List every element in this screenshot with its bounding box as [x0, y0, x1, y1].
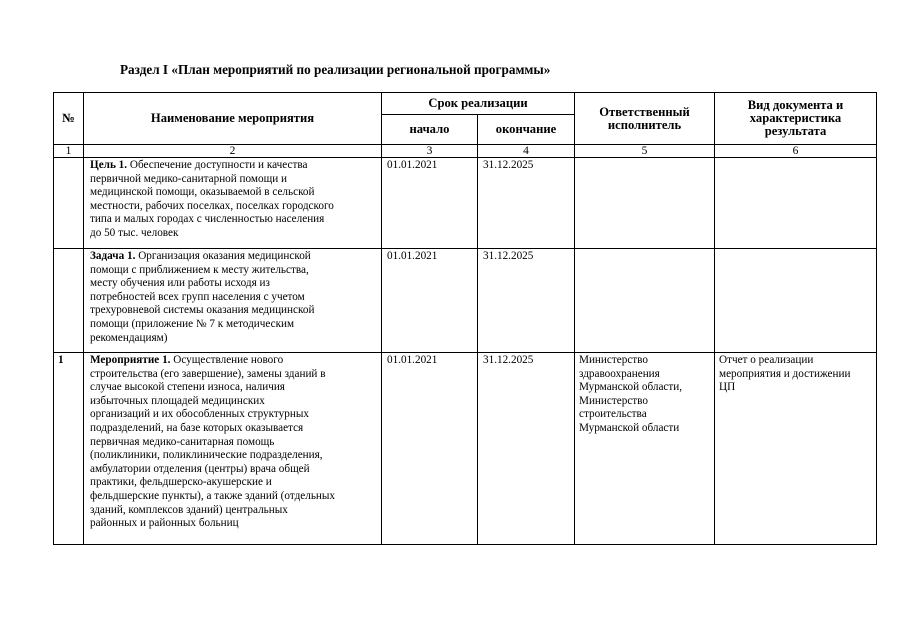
responsible-line: Министерство: [579, 394, 648, 407]
row-text-line: местности, рабочих поселках, поселках городского: [90, 199, 334, 212]
column-number: 3: [382, 145, 478, 158]
header-term: Срок реализации: [382, 93, 575, 115]
header-responsible: [575, 93, 715, 145]
row-text-line: потребностей всех групп населения с учетом: [90, 290, 305, 303]
row-text-line: фельдшерские пункты), а также зданий (отдельных: [90, 489, 336, 502]
row-text-line: до 50 тыс. человек: [90, 226, 179, 239]
row-text-line: Обеспечение доступности и качества: [127, 159, 308, 171]
header-end: окончание: [478, 115, 575, 145]
row-responsible: [575, 249, 715, 353]
header-doc-line: результата: [764, 124, 827, 138]
section-title: Раздел I «План мероприятий по реализации региональной программы»: [120, 62, 551, 77]
row-text-line: трехуровневой системы оказания медицинской: [90, 304, 315, 317]
row-text-line: строительства (его завершение), замены зданий в: [90, 367, 326, 380]
column-number: 2: [84, 145, 382, 158]
table-row: [54, 353, 877, 545]
header-name: Наименование мероприятия: [84, 93, 382, 145]
table-row: [54, 249, 877, 353]
header-responsible-line: исполнитель: [607, 117, 682, 132]
row-document: [715, 158, 877, 249]
document-line: ЦП: [719, 381, 736, 394]
header-num: №: [54, 93, 84, 145]
row-end-date: 31.12.2025: [478, 249, 575, 353]
responsible-line: Министерство: [579, 354, 648, 366]
row-responsible: [575, 158, 715, 249]
row-end-date: 31.12.2025: [478, 353, 575, 545]
header-start: начало: [382, 115, 478, 145]
row-start-date: 01.01.2021: [382, 353, 478, 545]
row-end-date: 31.12.2025: [478, 158, 575, 249]
row-text-line: избыточных площадей медицинских: [90, 394, 265, 407]
table-row: [54, 158, 877, 249]
row-number: 1: [54, 353, 84, 545]
header-doc: [715, 93, 877, 145]
responsible-line: Мурманской области: [579, 421, 680, 434]
column-number: 4: [478, 145, 575, 158]
row-label: Цель 1.: [90, 159, 128, 171]
row-text-line: первичная медико-санитарная помощь: [90, 435, 275, 448]
header-responsible-line: Ответственный: [599, 104, 690, 119]
column-number: 1: [54, 145, 84, 158]
responsible-line: здравоохранения: [579, 367, 660, 380]
row-document: [715, 249, 877, 353]
row-label: Задача 1.: [90, 250, 136, 262]
row-start-date: 01.01.2021: [382, 249, 478, 353]
row-text-line: медицинской помощи, оказываемой в сельской: [90, 186, 315, 199]
row-text-line: случае высокой степени износа, наличия: [90, 381, 285, 394]
row-text-line: подразделений, на базе которых оказывается: [90, 421, 304, 434]
row-text-line: помощи с приближением к месту жительства,: [90, 263, 309, 276]
row-text-line: зданий, комплексов зданий) центральных: [90, 503, 288, 516]
header-doc-line: характеристика: [749, 111, 842, 125]
document-line: Отчет о реализации: [719, 354, 814, 366]
row-text-line: амбулатории отделения (центры) врача общей: [90, 462, 310, 475]
row-text-line: практики, фельдшерско-акушерские и: [90, 476, 272, 489]
row-text-line: первичной медико-санитарной помощи и: [90, 172, 287, 185]
row-text-line: районных и районных больниц: [90, 517, 239, 530]
document-line: мероприятия и достижении: [719, 367, 851, 380]
row-label: Мероприятие 1.: [90, 354, 171, 366]
row-start-date: 01.01.2021: [382, 158, 478, 249]
plan-table: [53, 92, 877, 545]
row-text-line: организаций и их обособленных структурных: [90, 408, 309, 421]
row-text-line: типа и малых городах с численностью населения: [90, 213, 325, 226]
row-name: [84, 249, 382, 353]
column-number: 5: [575, 145, 715, 158]
row-responsible: [575, 353, 715, 545]
row-text-line: рекомендациям): [90, 331, 168, 344]
row-name: [84, 353, 382, 545]
row-number: [54, 249, 84, 353]
row-text-line: Организация оказания медицинской: [135, 250, 311, 262]
row-text-line: Осуществление нового: [170, 354, 284, 366]
responsible-line: строительства: [579, 408, 647, 421]
row-text-line: месту обучения или работы исходя из: [90, 277, 270, 290]
responsible-line: Мурманской области,: [579, 381, 683, 394]
header-doc-line: Вид документа и: [747, 98, 844, 112]
column-numbers-row: [54, 145, 877, 158]
row-text-line: (поликлиники, поликлинические подразделения,: [90, 449, 323, 462]
row-text-line: помощи (приложение № 7 к методическим: [90, 317, 295, 330]
column-number: 6: [715, 145, 877, 158]
row-document: [715, 353, 877, 545]
row-name: [84, 158, 382, 249]
row-number: [54, 158, 84, 249]
